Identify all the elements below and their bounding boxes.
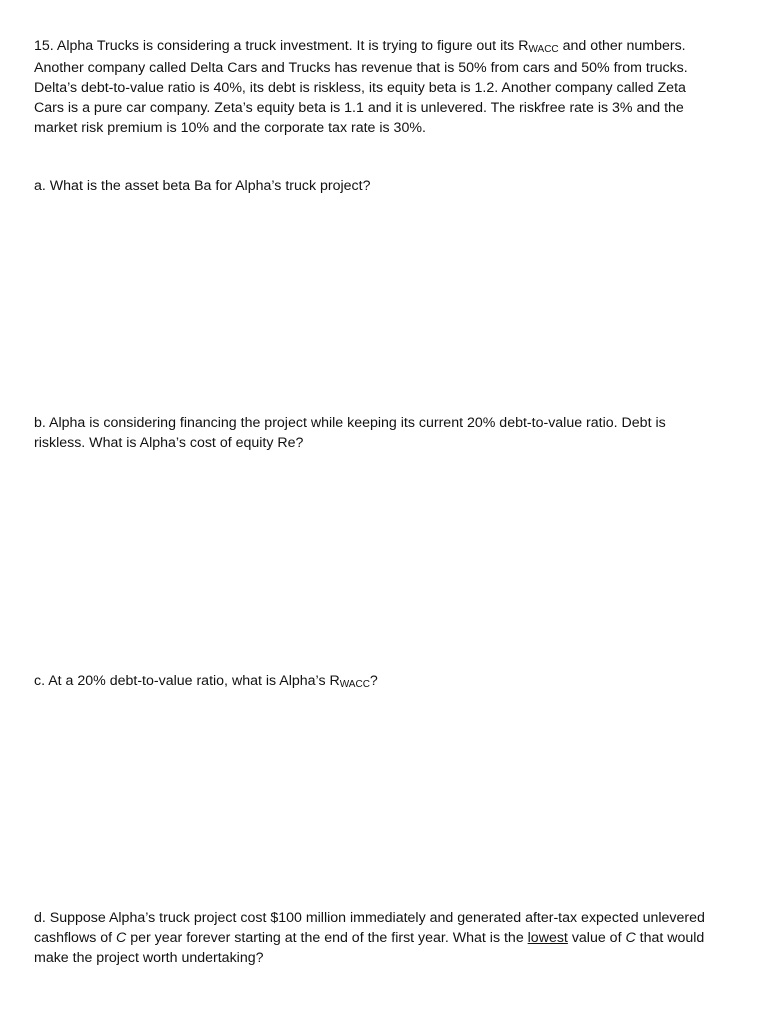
rwacc-subscript: WACC xyxy=(339,679,370,690)
part-c-suffix: ? xyxy=(369,673,378,689)
question-number: 15. xyxy=(34,38,54,54)
question-part-b: b. Alpha is considering financing the project while keeping its current 20% debt-to-value ratio. Debt is riskless. What is Alpha’s cost of equity Re? xyxy=(34,415,666,451)
variable-c: C xyxy=(116,930,127,946)
part-d-text-2: per year forever starting at the end of the first year. What is the xyxy=(126,930,528,946)
question-part-a: a. What is the asset beta Ba for Alpha’s truck project? xyxy=(34,178,371,194)
rwacc-symbol xyxy=(518,38,558,54)
question-part-d xyxy=(34,908,714,968)
part-d-text-4: that would make the project worth undertaking? xyxy=(34,930,705,966)
part-d-text-3: value of xyxy=(567,930,626,946)
emphasis-lowest: lowest xyxy=(527,930,568,946)
question-intro xyxy=(34,36,714,138)
part-c-prefix: c. At a 20% debt-to-value ratio, what is Alpha’s xyxy=(34,673,330,689)
rwacc-symbol xyxy=(329,673,369,689)
intro-text-start: Alpha Trucks is considering a truck investment. It is trying to figure out its xyxy=(56,38,519,54)
rwacc-letter: R xyxy=(518,38,529,54)
rwacc-letter: R xyxy=(329,673,340,689)
rwacc-subscript: WACC xyxy=(528,44,559,55)
intro-text-end: and other numbers. Another company called Delta Cars and Trucks has revenue that is 50% from cars and 50% from trucks. Delta’s debt-to-value ratio is 40%, its debt is riskless, its equity beta is 1.2. Another company called Zeta Cars is a pure car company. Zeta’s equity beta is 1.1 and it is unlevered. The riskfree rate is 3% and the market risk premium is 10% and the corporate tax rate is 30%. xyxy=(34,38,688,136)
variable-c: C xyxy=(625,930,636,946)
question-part-c xyxy=(34,671,714,693)
part-d-text-1: d. Suppose Alpha’s truck project cost $100 million immediately and generated after-tax expected unlevered cashflows of xyxy=(34,910,705,946)
